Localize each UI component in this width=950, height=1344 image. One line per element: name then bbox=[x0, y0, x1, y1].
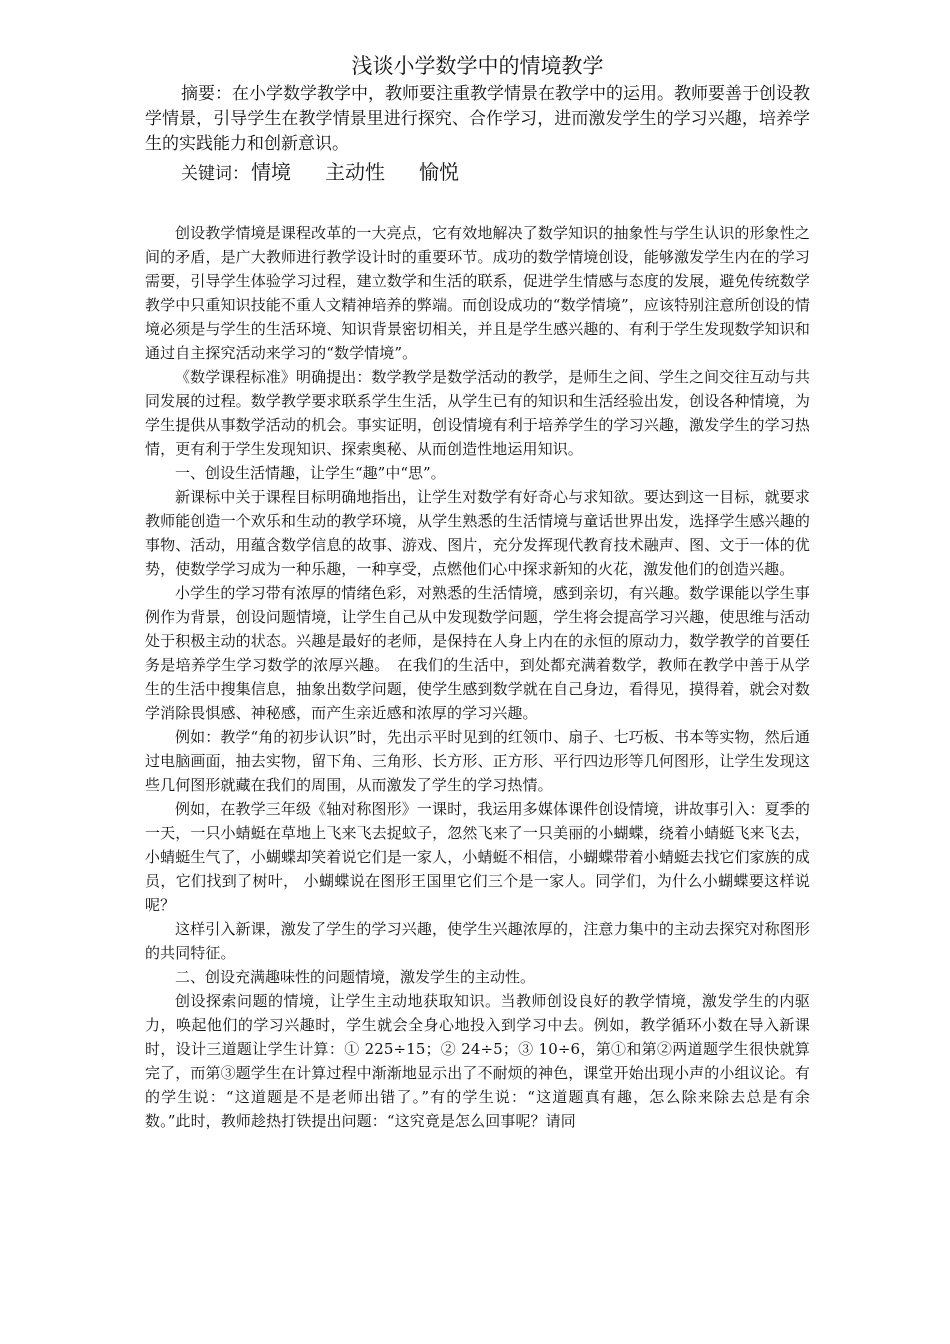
section-heading: 二、创设充满趣味性的问题情境，激发学生的主动性。 bbox=[175, 968, 536, 986]
section-spacer bbox=[145, 189, 810, 221]
body-paragraph: 小学生的学习带有浓厚的情绪色彩，对熟悉的生活情境，感到亲切，有兴趣。数学课能以学生事例作为背景，创设问题情境，让学生自己从中发现数学问题，学生将会提高学习兴趣，使思维与活动处于积极主动的状态。兴趣是最好的老师，是保持在人身上内在的永恒的原动力，数学教学的首要任务是培养学生学习数学的浓厚兴趣。 在我们的生活中，到处都充满着数学，教师在教学中善于从学生的生活中搜集信息，抽象出数学问题，使学生感到数学就在自己身边，看得见，摸得着，就会对数学消除畏惧感、神秘感，而产生亲近感和浓厚的学习兴趣。 bbox=[145, 584, 810, 722]
body-paragraph: 《数学课程标准》明确提出：数学教学是数学活动的教学，是师生之间、学生之间交往互动与共同发展的过程。数学教学要求联系学生生活，从学生已有的知识和生活经验出发，创设各种情境，为学生提供从事数学活动的机会。事实证明，创设情境有利于培养学生的学习兴趣，激发学生的学习热情，更有利于学生发现知识、探索奥秘、从而创造性地运用知识。 bbox=[145, 368, 810, 458]
body-paragraph: 例如，在教学三年级《轴对称图形》一课时，我运用多媒体课件创设情境，讲故事引入：夏季的一天，一只小蜻蜓在草地上飞来飞去捉蚊子，忽然飞来了一只美丽的小蝴蝶，绕着小蜻蜓飞来飞去，小蜻蜓生气了，小蝴蝶却笑着说它们是一家人，小蜻蜓不相信，小蝴蝶带着小蜻蜓去找它们家族的成员，它们找到了树叶， 小蝴蝶说在图形王国里它们三个是一家人。同学们，为什么小蝴蝶要这样说呢？ bbox=[145, 800, 810, 914]
body-paragraph: 这样引入新课，激发了学生的学习兴趣，使学生兴趣浓厚的，注意力集中的主动去探究对称图形的共同特征。 bbox=[145, 920, 810, 962]
body-paragraph: 例如：教学“角的初步认识”时，先出示平时见到的红领巾、扇子、七巧板、书本等实物，然后通过电脑画面，抽去实物，留下角、三角形、长方形、正方形、平行四边形等几何图形，让学生发现这些几何图形就藏在我们的周围，从而激发了学生的学习热情。 bbox=[145, 728, 810, 794]
abstract-paragraph: 摘要：在小学数学教学中，教师要注重教学情景在教学中的运用。教师要善于创设教学情景，引导学生在教学情景里进行探究、合作学习，进而激发学生的学习兴趣，培养学生的实践能力和创新意识。 bbox=[145, 84, 810, 154]
body-paragraph: 新课标中关于课程目标明确地指出，让学生对数学有好奇心与求知欲。要达到这一目标，就要求教师能创造一个欢乐和生动的教学环境，从学生熟悉的生活情境与童话世界出发，选择学生感兴趣的事物、活动，用蕴含数学信息的故事、游戏、图片，充分发挥现代教育技术融声、图、文于一体的优势，使数学学习成为一种乐趣，一种享受，点燃他们心中探求新知的火花，激发他们的创造兴趣。 bbox=[145, 488, 810, 578]
keywords-label: 关键词： bbox=[181, 164, 249, 184]
document-page bbox=[145, 52, 810, 1133]
body-paragraph: 创设探索问题的情境，让学生主动地获取知识。当教师创设良好的教学情境，激发学生的内驱力，唤起他们的学习兴趣时，学生就会全身心地投入到学习中去。例如，教学循环小数在导入新课时，设计三道题让学生计算：① 225÷15；② 24÷5；③ 10÷6，第①和第②两道题学生很快就算完了，而第③题学生在计算过程中渐渐地显示出了不耐烦的神色，课堂开始出现小声的小组议论。有的学生说：“这道题是不是老师出错了。”有的学生说：“这道题真有趣，怎么除来除去总是有余数。”此时，教师趁热打铁提出问题：“这究竟是怎么回事呢？请同 bbox=[145, 992, 810, 1130]
keyword: 主动性 bbox=[325, 160, 385, 184]
section-heading: 一、创设生活情趣，让学生“趣”中“思”。 bbox=[175, 464, 446, 482]
keyword: 愉悦 bbox=[419, 160, 459, 184]
keywords-line bbox=[181, 157, 810, 189]
keyword: 情境 bbox=[251, 160, 291, 184]
document-title: 浅谈小学数学中的情境教学 bbox=[351, 54, 604, 78]
body-paragraph: 创设教学情境是课程改革的一大亮点，它有效地解决了数学知识的抽象性与学生认识的形象性之间的矛盾，是广大教师进行教学设计时的重要环节。成功的数学情境创设，能够激发学生内在的学习需要，引导学生体验学习过程，建立数学和生活的联系，促进学生情感与态度的发展，避免传统数学教学中只重知识技能不重人文精神培养的弊端。而创设成功的“数学情境”，应该特别注意所创设的情境必须是与学生的生活环境、知识背景密切相关，并且是学生感兴趣的、有利于学生发现数学知识和通过自主探究活动来学习的“数学情境”。 bbox=[145, 224, 810, 362]
